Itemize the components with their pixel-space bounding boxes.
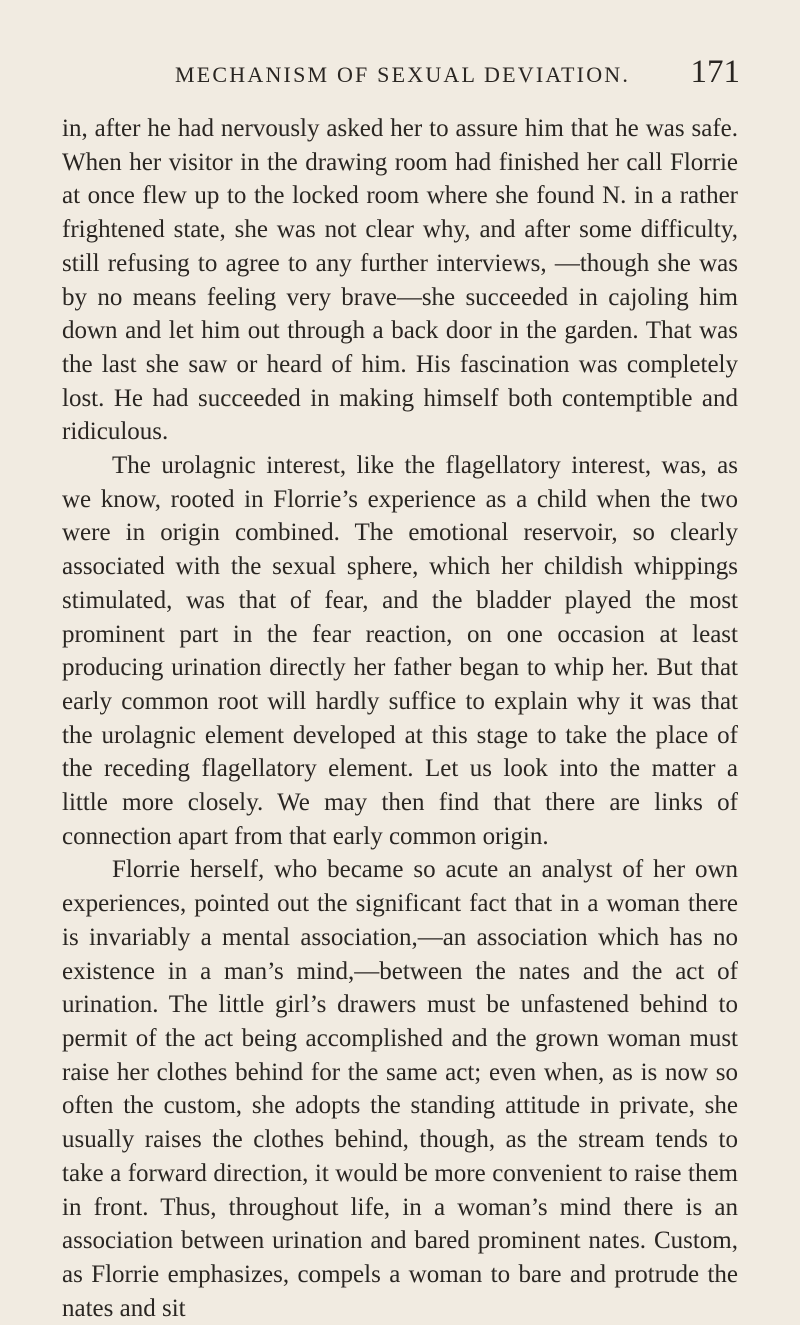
paragraph-continuation: in, after he had nervously asked her to assure him that he was safe. When her visitor in the drawing room had finished her call Florrie at once flew up to the locked room where she found N. in a rather frightened state, she was not clear why, and after some difficulty, still refusing to agree to any further interviews, —though she was by no means feeling very brave—she succeeded in cajoling him down and let him out through a back door in the garden. That was the last she saw or heard of him. His fascination was completely lost. He had succeeded in making himself both contemptible and ridiculous. [62,115,738,446]
page-number: 171 [690,54,740,90]
running-head [60,54,740,94]
running-title: MECHANISM OF SEXUAL DEVIATION. [175,62,631,87]
body-text [62,112,738,1325]
paragraph-urolagnic-interest: The urolagnic interest, like the flagellatory interest, was, as we know, rooted in Florrie’s experience as a child when the two were in origin combined. The emotional reservoir, so clearly associated with the sexual sphere, which her childish whippings stimulated, was that of fear, and the bladder played the most prominent part in the fear reaction, on one occasion at least producing urination directly her father began to whip her. But that early common root will hardly suffice to explain why it was that the urolagnic element developed at this stage to take the place of the receding flagellatory element. Let us look into the matter a little more closely. We may then find that there are links of connection apart from that early common origin. [62,452,738,850]
paragraph-florrie-analysis: Florrie herself, who became so acute an analyst of her own experiences, pointed out the significant fact that in a woman there is invariably a mental association,—an association which has no existence in a man’s mind,—between the nates and the act of urination. The little girl’s drawers must be unfastened behind to permit of the act being accomplished and the grown woman must raise her clothes behind for the same act; even when, as is now so often the custom, she adopts the standing attitude in private, she usually raises the clothes behind, though, as the stream tends to take a forward direction, it would be more convenient to raise them in front. Thus, throughout life, in a woman’s mind there is an association between urination and bared prominent nates. Custom, as Florrie emphasizes, compels a woman to bare and protrude the nates and sit [62,856,738,1322]
